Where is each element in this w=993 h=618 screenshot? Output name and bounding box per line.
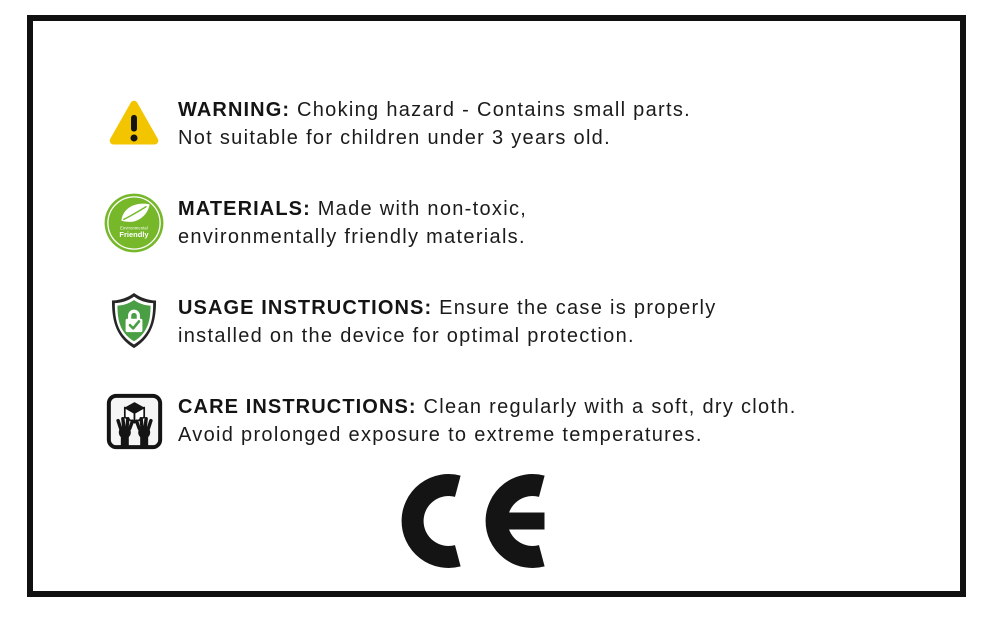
eco-badge-text-large: Friendly bbox=[119, 229, 149, 239]
usage-section bbox=[103, 291, 797, 353]
warning-section bbox=[103, 93, 797, 155]
usage-line2: installed on the device for optimal protection. bbox=[178, 325, 635, 347]
care-label: CARE INSTRUCTIONS: bbox=[178, 396, 417, 418]
ce-mark-container bbox=[33, 473, 960, 569]
materials-section bbox=[103, 192, 797, 254]
care-line2: Avoid prolonged exposure to extreme temperatures. bbox=[178, 424, 703, 446]
care-text bbox=[178, 393, 797, 449]
label-sheet-frame bbox=[27, 15, 966, 597]
materials-label: MATERIALS: bbox=[178, 198, 311, 220]
usage-line1: Ensure the case is properly bbox=[439, 297, 717, 319]
materials-line2: environmentally friendly materials. bbox=[178, 226, 526, 248]
usage-text bbox=[178, 294, 717, 350]
warning-text bbox=[178, 96, 691, 152]
materials-text bbox=[178, 195, 527, 251]
shield-lock-icon bbox=[103, 291, 165, 353]
care-line1: Clean regularly with a soft, dry cloth. bbox=[423, 396, 797, 418]
warning-line2: Not suitable for children under 3 years old. bbox=[178, 127, 611, 149]
ce-mark-icon bbox=[400, 473, 547, 569]
eco-friendly-badge-icon bbox=[103, 192, 165, 254]
usage-label: USAGE INSTRUCTIONS: bbox=[178, 297, 433, 319]
safety-sections bbox=[103, 93, 797, 452]
warning-line1: Choking hazard - Contains small parts. bbox=[296, 99, 691, 121]
handle-with-care-icon bbox=[103, 390, 165, 452]
materials-line1: Made with non-toxic, bbox=[317, 198, 528, 220]
care-section bbox=[103, 390, 797, 452]
eco-badge-text-small: Environmental bbox=[120, 225, 148, 231]
warning-label: WARNING: bbox=[178, 99, 291, 121]
warning-triangle-icon bbox=[103, 93, 165, 155]
